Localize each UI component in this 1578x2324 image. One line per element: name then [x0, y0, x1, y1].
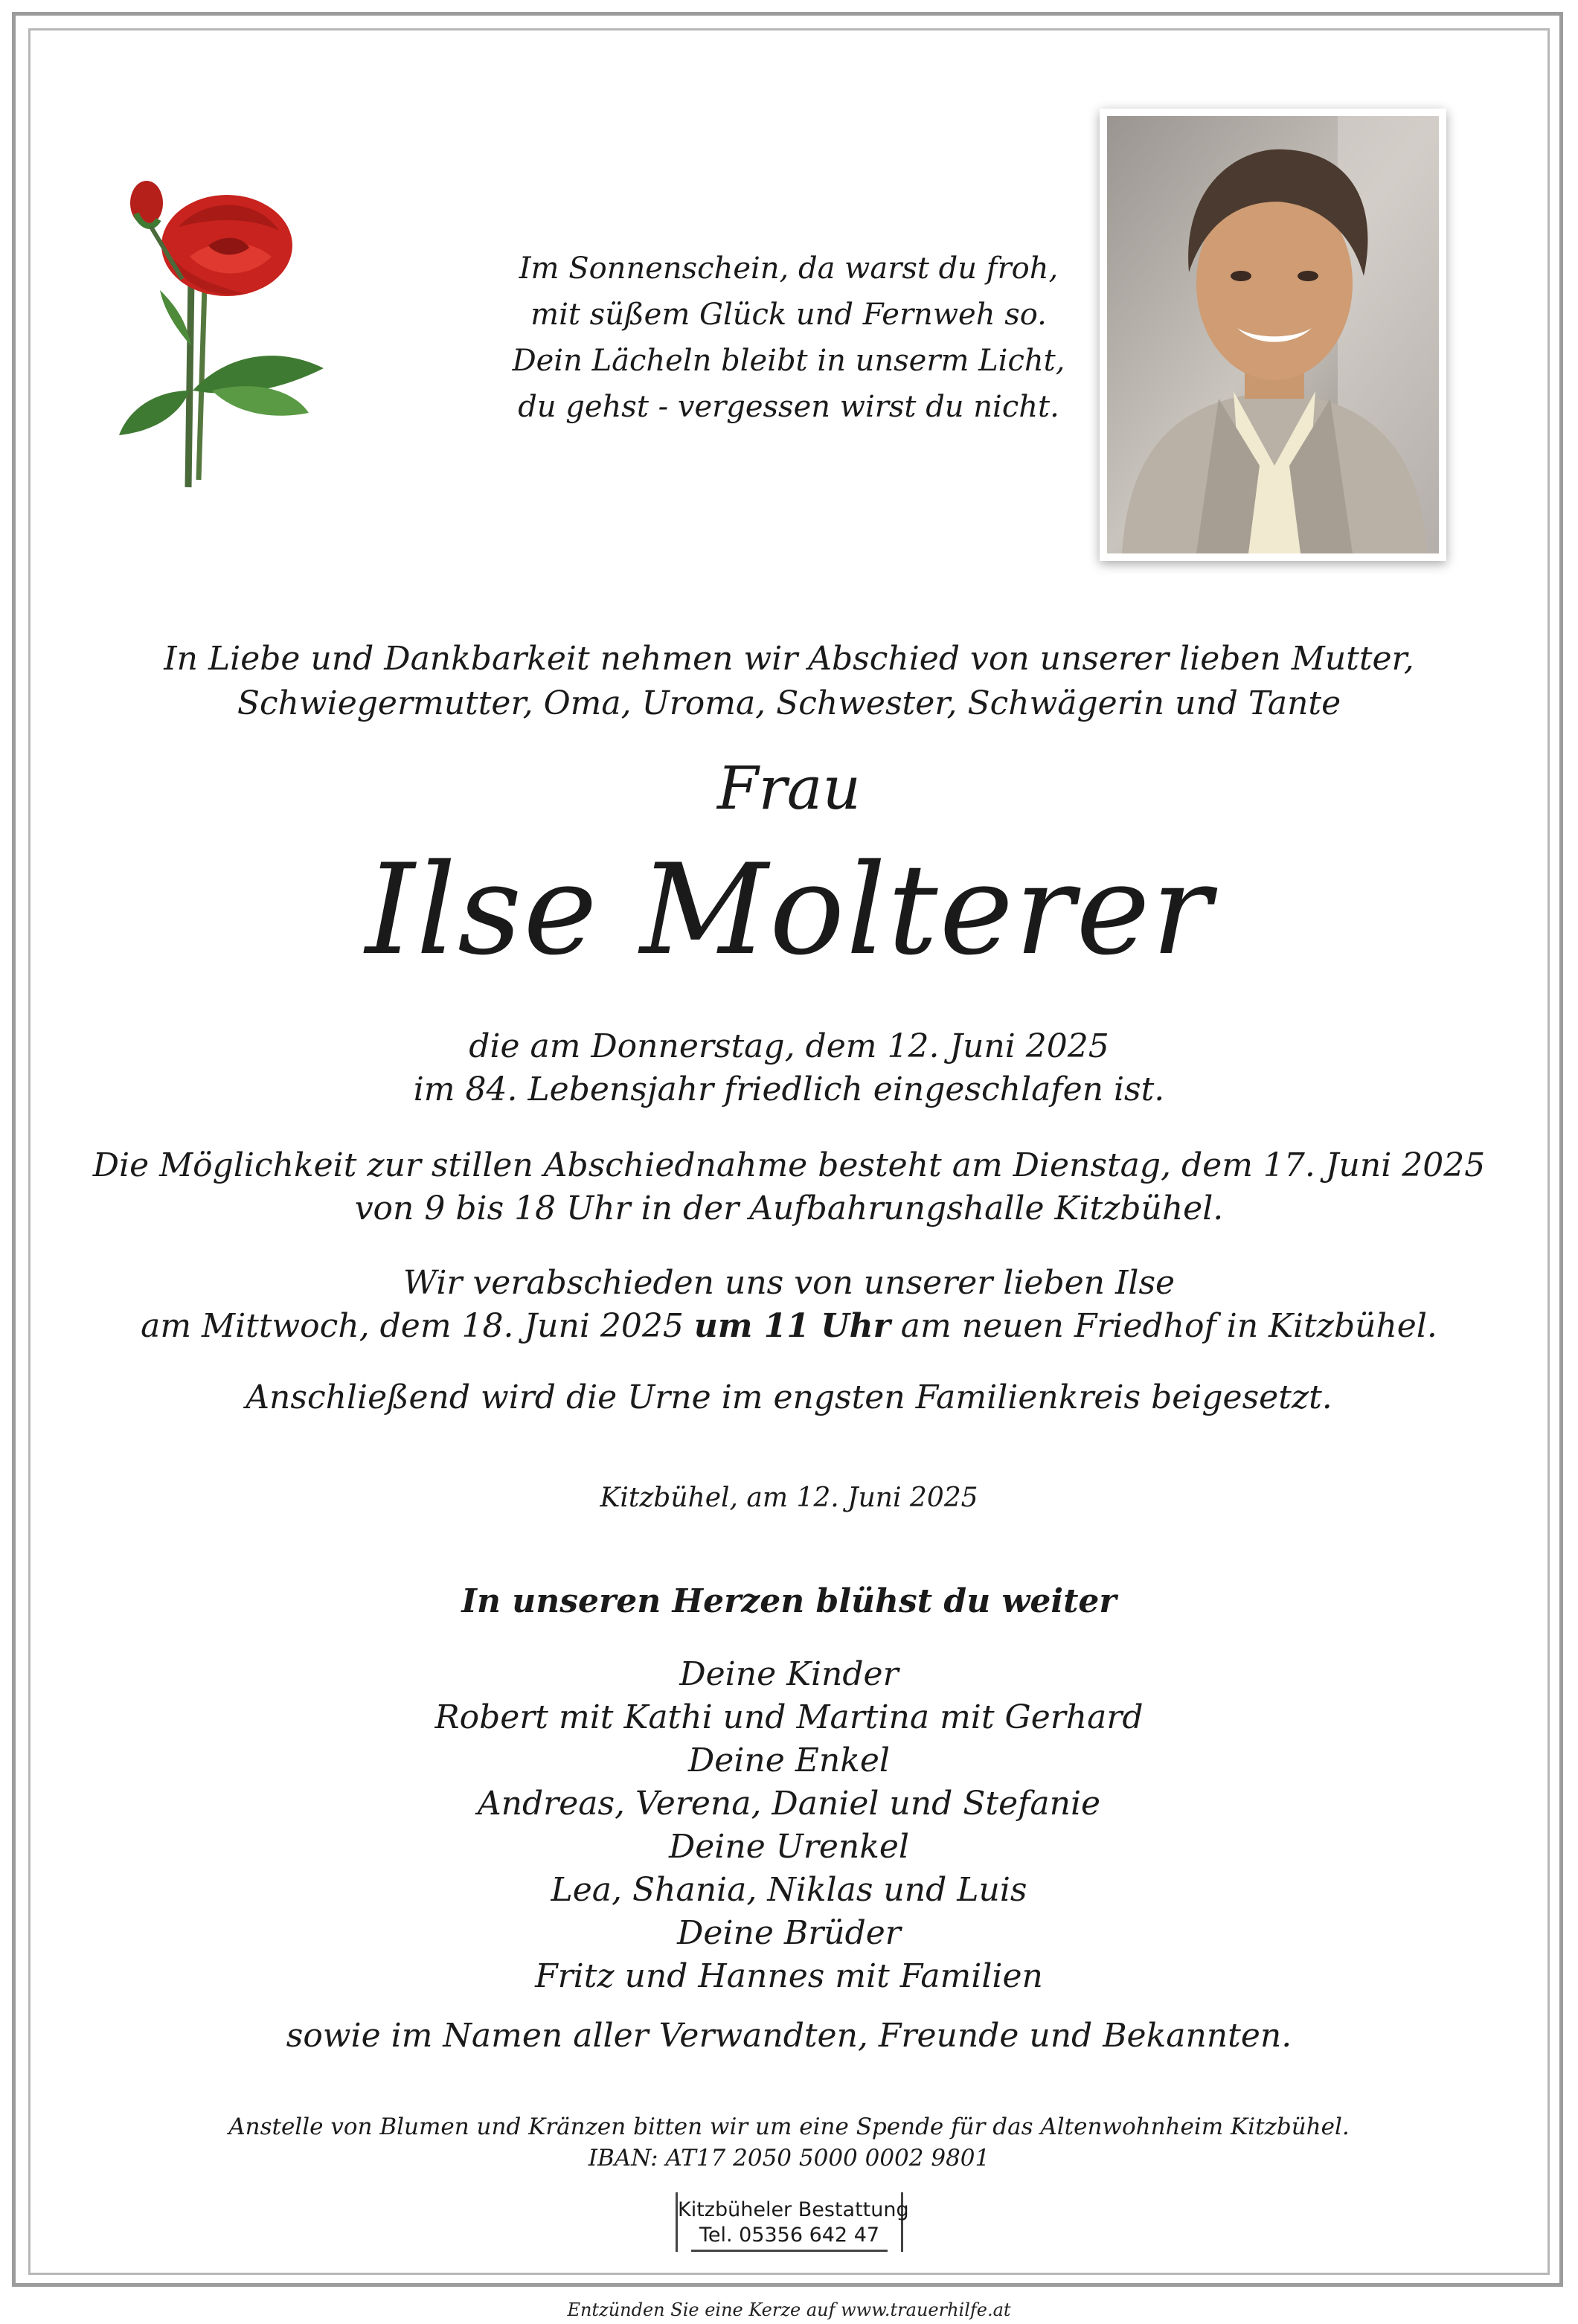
- mourner-line: Lea, Shania, Niklas und Luis: [551, 1871, 1027, 1909]
- footer-link[interactable]: Entzünden Sie eine Kerze auf www.trauerhilfe.at: [567, 2299, 1011, 2320]
- place-date: Kitzbühel, am 12. Juni 2025: [600, 1483, 978, 1513]
- mourner-line: Deine Brüder: [677, 1914, 901, 1952]
- iban: IBAN: AT17 2050 5000 0002 9801: [588, 2145, 990, 2171]
- farewell-line: Die Möglichkeit zur stillen Abschiednahme besteht am Dienstag, dem 17. Juni 2025: [92, 1146, 1486, 1184]
- donation-info: [74, 2111, 1504, 2174]
- intro-line: In Liebe und Dankbarkeit nehmen wir Abschied von unserer lieben Mutter,: [164, 640, 1414, 678]
- mourner-line: Robert mit Kathi und Martina mit Gerhard: [434, 1698, 1144, 1736]
- burial-place-text: am neuen Friedhof in Kitzbühel.: [890, 1307, 1437, 1345]
- deceased-name: Ilse Molterer: [365, 837, 1213, 983]
- intro-line: Schwiegermutter, Oma, Uroma, Schwester, Schwägerin und Tante: [237, 684, 1341, 722]
- relatives-line: sowie im Namen aller Verwandten, Freunde und Bekannten.: [286, 2017, 1292, 2055]
- burial-date-text: am Mittwoch, dem 18. Juni 2025: [141, 1307, 694, 1345]
- urn-info: Anschließend wird die Urne im engsten Familienkreis beigesetzt.: [246, 1378, 1332, 1416]
- motto: In unseren Herzen blühst du weiter: [461, 1582, 1117, 1620]
- mourner-line: Deine Enkel: [688, 1742, 890, 1779]
- undertaker-phone: Tel. 05356 642 47: [699, 2224, 880, 2247]
- mourner-line: Deine Urenkel: [668, 1828, 910, 1866]
- poem-line: Im Sonnenschein, da warst du froh,: [519, 251, 1059, 286]
- red-rose-icon: [100, 167, 339, 495]
- farewell-info: [74, 1144, 1504, 1230]
- mourner-line: Fritz und Hannes mit Familien: [535, 1957, 1043, 1995]
- salutation: Frau: [717, 754, 861, 823]
- portrait-frame: [1100, 109, 1446, 561]
- mourners-list: [74, 1653, 1504, 1998]
- undertaker-name: Kitzbüheler Bestattung: [678, 2198, 909, 2221]
- farewell-line: von 9 bis 18 Uhr in der Aufbahrungshalle Kitzbühel.: [354, 1190, 1224, 1227]
- mourner-line: Deine Kinder: [679, 1655, 899, 1693]
- poem-line: Dein Lächeln bleibt in unserm Licht,: [512, 344, 1065, 378]
- burial-time: um 11 Uhr: [693, 1307, 891, 1345]
- burial-line: Wir verabschieden uns von unserer lieben Ilse: [402, 1264, 1176, 1302]
- undertaker-stamp: [676, 2192, 909, 2252]
- poem-line: mit süßem Glück und Fernweh so.: [530, 298, 1047, 332]
- death-line: im 84. Lebensjahr friedlich eingeschlafen ist.: [413, 1070, 1165, 1108]
- poem-line: du gehst - vergessen wirst du nicht.: [518, 390, 1059, 424]
- portrait-photo: [1107, 116, 1439, 553]
- burial-info: [74, 1262, 1504, 1348]
- mourner-line: Andreas, Verena, Daniel und Stefanie: [477, 1785, 1101, 1823]
- death-line: die am Donnerstag, dem 12. Juni 2025: [469, 1027, 1109, 1065]
- burial-line: [74, 1305, 1504, 1348]
- donation-text: Anstelle von Blumen und Kränzen bitten wir um eine Spende für das Altenwohnheim Kitzbühel.: [228, 2113, 1350, 2140]
- poem: [417, 245, 1161, 430]
- intro: [74, 637, 1504, 726]
- death-info: [74, 1025, 1504, 1111]
